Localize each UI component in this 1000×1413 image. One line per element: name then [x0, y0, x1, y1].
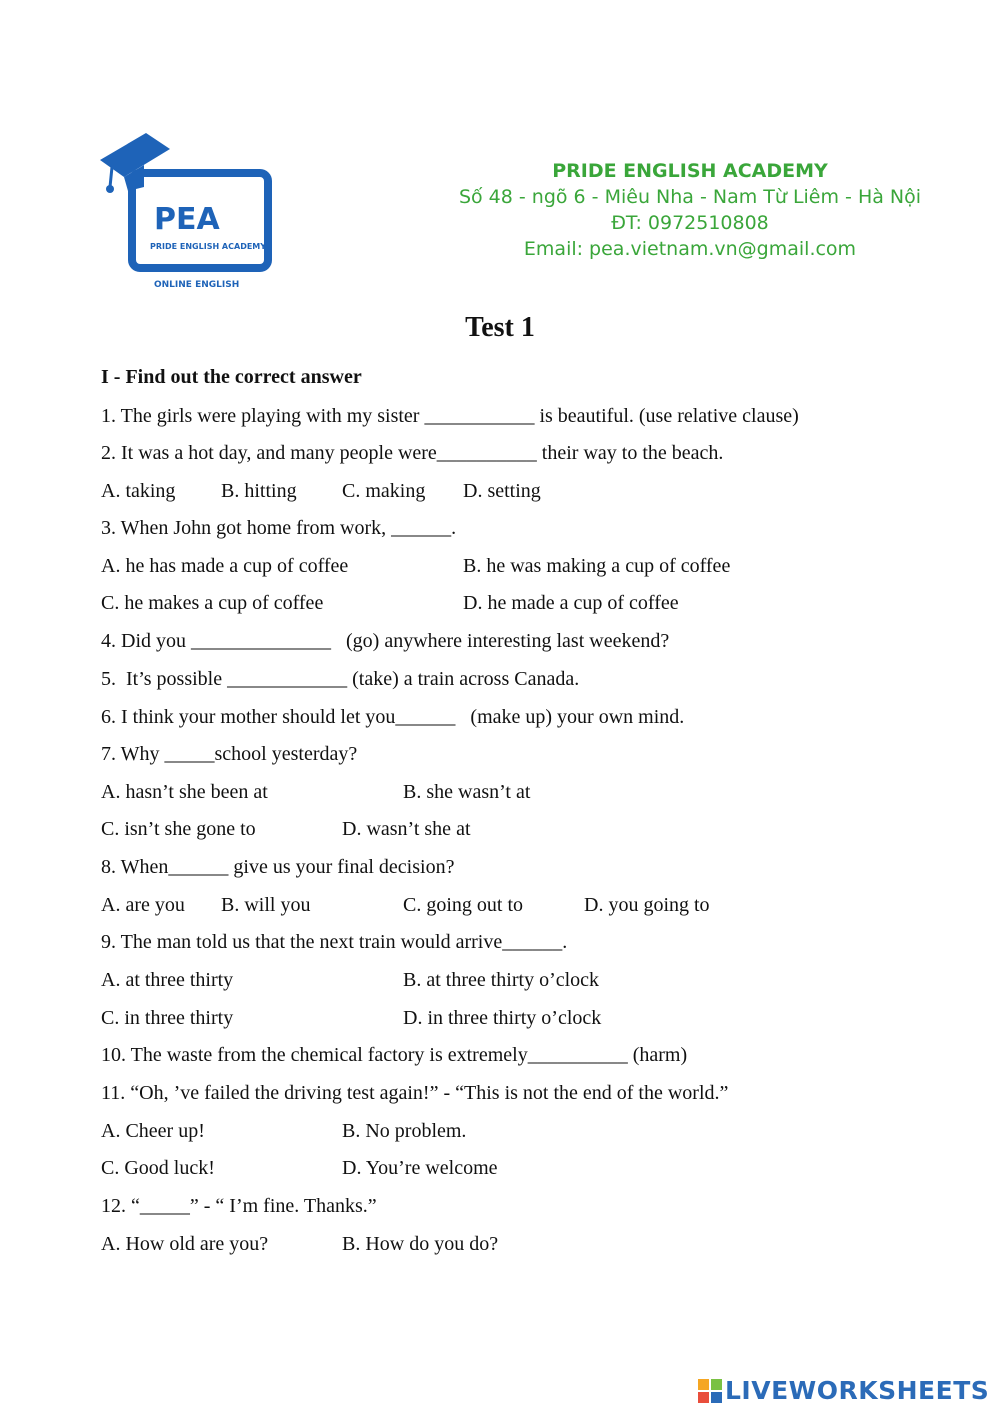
q3-option-c[interactable]: C. he makes a cup of coffee: [101, 592, 324, 614]
q7-option-a[interactable]: A. hasn’t she been at: [101, 781, 268, 803]
question-11: 11. “Oh, ’ve failed the driving test again!” - “This is not the end of the world.”: [101, 1082, 729, 1104]
section-title: I - Find out the correct answer: [101, 366, 362, 388]
logo-subtitle: PRIDE ENGLISH ACADEMY: [150, 242, 267, 251]
q7-option-d[interactable]: D. wasn’t she at: [342, 818, 471, 840]
q2-option-a[interactable]: A. taking: [101, 480, 176, 502]
question-5: 5. It’s possible ____________ (take) a train across Canada.: [101, 668, 580, 690]
academy-name: PRIDE ENGLISH ACADEMY: [552, 160, 828, 182]
q7-option-b[interactable]: B. she wasn’t at: [403, 781, 531, 803]
q9-option-d[interactable]: D. in three thirty o’clock: [403, 1007, 602, 1029]
logo-text: PEA: [154, 202, 220, 237]
question-3: 3. When John got home from work, ______.: [101, 517, 457, 539]
academy-phone: ĐT: 0972510808: [611, 212, 769, 234]
academy-info: [440, 158, 940, 262]
brand-text: LIVEWORKSHEETS: [725, 1376, 990, 1405]
q9-option-a[interactable]: A. at three thirty: [101, 969, 234, 991]
q8-option-d[interactable]: D. you going to: [584, 894, 710, 916]
liveworksheets-logo-icon: [697, 1378, 723, 1404]
academy-address: Số 48 - ngõ 6 - Miêu Nha - Nam Từ Liêm - Hà Nội: [458, 186, 922, 208]
question-10: 10. The waste from the chemical factory is extremely__________ (harm): [101, 1044, 688, 1066]
q7-option-c[interactable]: C. isn’t she gone to: [101, 818, 256, 840]
q3-option-d[interactable]: D. he made a cup of coffee: [463, 592, 679, 614]
q9-option-c[interactable]: C. in three thirty: [101, 1007, 234, 1029]
q11-option-a[interactable]: A. Cheer up!: [101, 1120, 205, 1142]
q9-option-b[interactable]: B. at three thirty o’clock: [403, 969, 600, 991]
q3-option-a[interactable]: A. he has made a cup of coffee: [101, 555, 349, 577]
q3-option-b[interactable]: B. he was making a cup of coffee: [463, 555, 731, 577]
q11-option-d[interactable]: D. You’re welcome: [342, 1157, 498, 1179]
q12-option-b[interactable]: B. How do you do?: [342, 1233, 499, 1255]
q11-option-b[interactable]: B. No problem.: [342, 1120, 467, 1142]
liveworksheets-brand[interactable]: [697, 1376, 989, 1405]
graduation-cap-icon: [98, 125, 278, 295]
q11-option-c[interactable]: C. Good luck!: [101, 1157, 215, 1179]
question-7: 7. Why _____school yesterday?: [101, 743, 358, 765]
q8-option-c[interactable]: C. going out to: [403, 894, 524, 916]
q8-option-b[interactable]: B. will you: [221, 894, 311, 916]
logo-tagline: ONLINE ENGLISH: [154, 280, 240, 290]
q2-option-d[interactable]: D. setting: [463, 480, 541, 502]
question-1: 1. The girls were playing with my sister ___________ is beautiful. (use relative clause): [101, 405, 799, 427]
question-4: 4. Did you ______________ (go) anywhere interesting last weekend?: [101, 630, 670, 652]
q12-option-a[interactable]: A. How old are you?: [101, 1233, 269, 1255]
question-8: 8. When______ give us your final decision?: [101, 856, 455, 878]
question-6: 6. I think your mother should let you______ (make up) your own mind.: [101, 706, 685, 728]
question-12: 12. “_____” - “ I’m fine. Thanks.”: [101, 1195, 377, 1217]
pea-logo: [98, 125, 278, 295]
q2-option-c[interactable]: C. making: [342, 480, 426, 502]
q2-option-b[interactable]: B. hitting: [221, 480, 297, 502]
question-2: 2. It was a hot day, and many people were__________ their way to the beach.: [101, 442, 724, 464]
test-title: Test 1: [465, 312, 535, 343]
q8-option-a[interactable]: A. are you: [101, 894, 185, 916]
academy-email: Email: pea.vietnam.vn@gmail.com: [523, 238, 857, 260]
question-9: 9. The man told us that the next train would arrive______.: [101, 931, 568, 953]
